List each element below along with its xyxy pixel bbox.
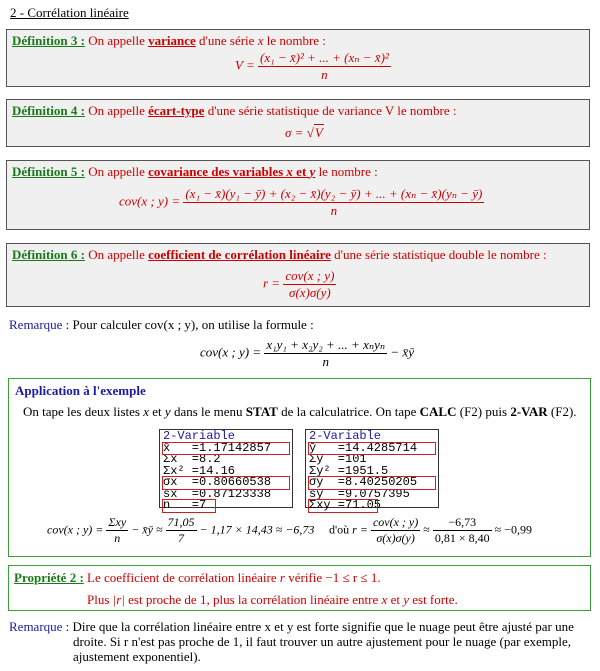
calc-screen-header: 2-Variable — [163, 429, 236, 443]
definition-4-box — [6, 99, 590, 147]
calc-row: sy =9.0757395 — [309, 486, 410, 501]
definition-6-label: Définition 6 : — [12, 247, 85, 262]
definition-5-label: Définition 5 : — [12, 164, 85, 179]
application-title: Application à l'exemple — [15, 383, 146, 398]
remark-2-label: Remarque — [9, 619, 63, 634]
covariance-calculation: cov(x ; y) = $\frac{\text{Σxy}}{n}$ − x̄ȳ ≈ $\frac{71,05}{7}$ − 1,17 × 14,43 ≈ −6,73 — [47, 515, 315, 545]
remark-1-label: Remarque — [9, 317, 63, 332]
calc-row: Σx² =14.16 — [163, 463, 236, 478]
property-2-label: Propriété 2 : — [14, 570, 84, 585]
property-2-box — [8, 565, 591, 611]
calc-screen-header: 2-Variable — [309, 429, 382, 443]
calc-row-sigma-x: σx =0.80660538 — [163, 477, 289, 489]
calc-row: sx =0.87123338 — [163, 486, 272, 501]
definition-5-box — [6, 160, 590, 230]
definition-3-label: Définition 3 : — [12, 33, 85, 48]
covariance-shortcut-formula: cov(x ; y) = $\frac{\text{x₁y₁ + x₂y₂ + ... + xₙyₙ}}{n}$ − x̄ȳ — [200, 337, 414, 369]
calc-row-mean-x: x̄ =1.17142857 — [163, 443, 289, 455]
calc-row-sigma-y: σy =8.40250205 — [309, 477, 435, 489]
variance-formula: V = $\frac{\text{(x₁ − x̄)² + ... + (xₙ − x̄)²}}{n}$ — [235, 50, 389, 82]
calculator-screen-x — [159, 429, 293, 512]
covariance-formula: cov(x ; y) = (x₁ − x̄)(y₁ − ȳ) + (x₂ − x̄)(y₂ − ȳ) + ... + (xₙ − x̄)(yₙ − ȳ) n — [119, 186, 483, 218]
calc-row-mean-y: ȳ =14.4285714 — [309, 443, 435, 455]
ecart-type-formula: σ = √V — [285, 125, 323, 140]
property-2-line-2: Plus |r| est proche de 1, plus la corrélation linéaire entre x et y est forte. — [87, 592, 458, 607]
calc-row: Σx =8.2 — [163, 452, 221, 466]
definition-4-label: Définition 4 : — [12, 103, 85, 118]
remark-2: Remarque : Dire que la corrélation linéaire entre x et y est forte signifie que le nuage peut être ajusté par une droite. Si r n'est pas proche de 1, il faut trouver un autre ajustement pour le nuage (par exemple, ajustement exponentiel). — [9, 619, 574, 664]
term-covariance: covariance des variables x et y — [148, 164, 316, 179]
definition-6-heading: Définition 6 : On appelle coefficient de corrélation linéaire d'une série statistique double le nombre : — [12, 247, 547, 262]
definition-3-heading: Définition 3 : On appelle variance d'une série x le nombre : — [12, 33, 326, 48]
property-2-line-1: Propriété 2 : Le coefficient de corrélation linéaire r vérifie −1 ≤ r ≤ 1. — [14, 570, 381, 585]
definition-6-box — [6, 243, 590, 307]
term-correlation: coefficient de corrélation linéaire — [148, 247, 331, 262]
calc-row: Σy =101 — [309, 452, 367, 466]
application-instructions: On tape les deux listes x et y dans le menu STAT de la calculatrice. On tape CALC (F2) puis 2-VAR (F2). — [23, 404, 577, 419]
calc-row-sum-xy: Σxy =71.05 — [309, 498, 382, 512]
remark-1: Remarque : Pour calculer cov(x ; y), on utilise la formule : — [9, 317, 314, 332]
definition-4-heading: Définition 4 : On appelle écart-type d'une série statistique de variance V le nombre : — [12, 103, 457, 118]
section-title: 2 - Corrélation linéaire — [10, 5, 129, 20]
calc-row-n: n =7 — [163, 500, 215, 512]
term-variance: variance — [148, 33, 196, 48]
definition-3-box — [6, 29, 590, 87]
correlation-formula: r = $\frac{\text{cov(x ; y)}}{\sigma(x)\sigma(y)}$ — [263, 268, 335, 300]
term-ecart-type: écart-type — [148, 103, 205, 118]
calculator-screen-y — [305, 429, 439, 512]
correlation-calculation: d'où r = $\frac{\text{cov(x ; y)}}{\sigma(x)\sigma(y)}$ ≈ $\frac{-6,73}{0,81 \times 8,40}$ ≈ −0,99 — [329, 515, 532, 545]
calc-row: Σy² =1951.5 — [309, 463, 389, 478]
definition-5-heading: Définition 5 : On appelle covariance des variables x et y le nombre : — [12, 164, 378, 179]
application-box — [8, 378, 591, 557]
